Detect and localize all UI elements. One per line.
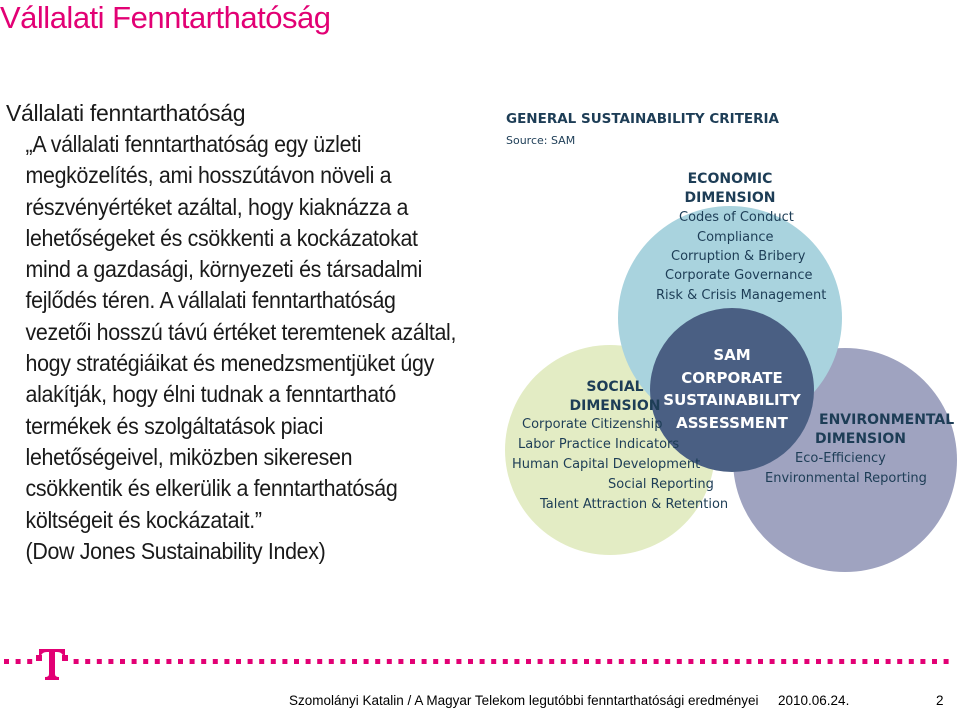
paragraph-line: részvényértéket azáltal, hogy kiaknázza a [25,193,409,220]
economic-heading-line: ECONOMIC [687,171,773,187]
social-heading [560,378,670,416]
footer-dot [85,659,90,664]
environmental-heading-line: DIMENSION [815,431,906,447]
footer-dot [190,659,195,664]
footer-dot [248,659,253,664]
footer-dot [746,659,751,664]
footer-dot [654,659,659,664]
footer-dot [236,659,241,664]
footer-dot [108,659,113,664]
environmental-heading [815,411,954,449]
footer-dot [944,659,949,664]
footer-dot [375,659,380,664]
body-subheading: Vállalati fenntarthatóság [6,100,246,126]
footer-dot [4,659,9,664]
social-item: Corporate Citizenship [522,417,663,432]
diagram-source: Source: SAM [506,134,576,147]
footer-dot [317,659,322,664]
quote-paragraph [6,129,528,567]
footer-dot [178,659,183,664]
footer-dot [514,659,519,664]
footer-dot [804,659,809,664]
footer-dot [74,659,79,664]
footer-dot [932,659,937,664]
source-attribution: (Dow Jones Sustainability Index) [25,537,326,564]
footer-dot [340,659,345,664]
footer-dot [886,659,891,664]
footer-dot [503,659,508,664]
footer-dot [16,659,21,664]
footer-dot [793,659,798,664]
footer-dot [619,659,624,664]
footer-dot [549,659,554,664]
paragraph-line: fejlődés téren. A vállalati fenntarthatóság [25,287,396,314]
economic-item: Compliance [697,230,774,245]
footer-dot [120,659,125,664]
footer-dot [596,659,601,664]
social-item: Human Capital Development [512,457,701,472]
footer-dot [561,659,566,664]
footer-dot [920,659,925,664]
slide-title: Vállalati Fenntarthatóság [0,0,331,35]
footer-dot [352,659,357,664]
paragraph-line: lehetőségeivel, miközben sikeresen [25,443,353,470]
paragraph-line: költségeit és kockázatait.” [25,506,262,533]
environmental-item: Environmental Reporting [765,471,927,486]
economic-heading [680,170,780,208]
paragraph-line: hogy stratégiáikat és menedzsmentjüket úgy [25,350,434,377]
paragraph-line: „A vállalati fenntarthatóság egy üzleti [25,131,362,157]
footer-dot [816,659,821,664]
body-text-block [6,98,506,567]
footer-dot [329,659,334,664]
footer-dot [468,659,473,664]
footer-page-number: 2 [936,693,944,708]
footer-dot [909,659,914,664]
paragraph-line: mind a gazdasági, környezeti és társadalmi [25,256,423,283]
footer-dot [781,659,786,664]
footer-dot [422,659,427,664]
footer-dot [143,659,148,664]
footer-dot [491,659,496,664]
center-label [662,344,802,434]
footer-dot [155,659,160,664]
footer-dot [526,659,531,664]
footer-dot [712,659,717,664]
footer-dot [584,659,589,664]
sustainability-criteria-diagram [500,100,960,580]
economic-item: Corruption & Bribery [671,249,806,264]
footer-dot [897,659,902,664]
footer-dot [433,659,438,664]
footer-dot [259,659,264,664]
footer-dot [97,659,102,664]
footer-dot [538,659,543,664]
footer-dot [688,659,693,664]
diagram-title: GENERAL SUSTAINABILITY CRITERIA [506,111,779,127]
footer-dot [758,659,763,664]
paragraph-line: vezetői hosszú távú értéket teremtenek azáltal, [25,318,457,345]
footer-dot [665,659,670,664]
footer-dot [851,659,856,664]
footer-dot [166,659,171,664]
footer-dot [874,659,879,664]
footer-dot [132,659,137,664]
social-item: Labor Practice Indicators [518,437,680,452]
footer-dot [723,659,728,664]
social-heading-line: SOCIAL [586,379,644,395]
paragraph-line: csökkentik és elkerülik a fenntarthatóság [25,475,398,502]
footer-dot [862,659,867,664]
economic-heading-line: DIMENSION [684,190,776,206]
footer-dot [213,659,218,664]
paragraph-line: alakítják, hogy élni tudnak a fenntartható [25,381,396,408]
footer-dot [410,659,415,664]
social-item: Talent Attraction & Retention [540,497,729,512]
economic-item: Risk & Crisis Management [656,288,827,303]
social-item: Social Reporting [608,477,714,492]
paragraph-line: lehetőségeket és csökkenti a kockázatokat [25,224,418,251]
footer-date: 2010.06.24. [778,693,850,708]
environmental-heading-line: ENVIRONMENTAL [819,412,955,428]
paragraph-line: megközelítés, ami hosszútávon növeli a [25,162,392,189]
footer-dotted-line [0,655,960,669]
environmental-item: Eco-Efficiency [795,451,886,466]
footer-dot [770,659,775,664]
center-label-line: SUSTAINABILITY [663,391,801,409]
footer-dot [828,659,833,664]
social-heading-line: DIMENSION [569,398,661,414]
footer-dot [480,659,485,664]
telekom-t-logo-icon [36,647,68,681]
center-label-line: ASSESSMENT [676,413,788,432]
paragraph-line: termékek és szolgáltatások piaci [25,412,324,439]
economic-item: Corporate Governance [665,268,813,283]
footer-dot [364,659,369,664]
footer-presenter: Szomolányi Katalin / A Magyar Telekom legutóbbi fenntarthatósági eredményei [289,693,759,708]
footer-dot [387,659,392,664]
footer-dot [572,659,577,664]
footer-dot [201,659,206,664]
footer-dot [735,659,740,664]
footer-dot [294,659,299,664]
footer-dot [306,659,311,664]
footer-dot [642,659,647,664]
footer-dot [27,659,32,664]
footer-dot [398,659,403,664]
center-label-line: SAM [713,346,751,364]
footer-dot [839,659,844,664]
footer-dot [700,659,705,664]
footer-dot [607,659,612,664]
footer-dot [224,659,229,664]
footer-dot [456,659,461,664]
footer-dot [445,659,450,664]
economic-item: Codes of Conduct [679,210,794,225]
footer-dot [282,659,287,664]
footer-dot [630,659,635,664]
footer-dot [271,659,276,664]
center-label-line: CORPORATE [681,368,783,387]
footer-dot [677,659,682,664]
